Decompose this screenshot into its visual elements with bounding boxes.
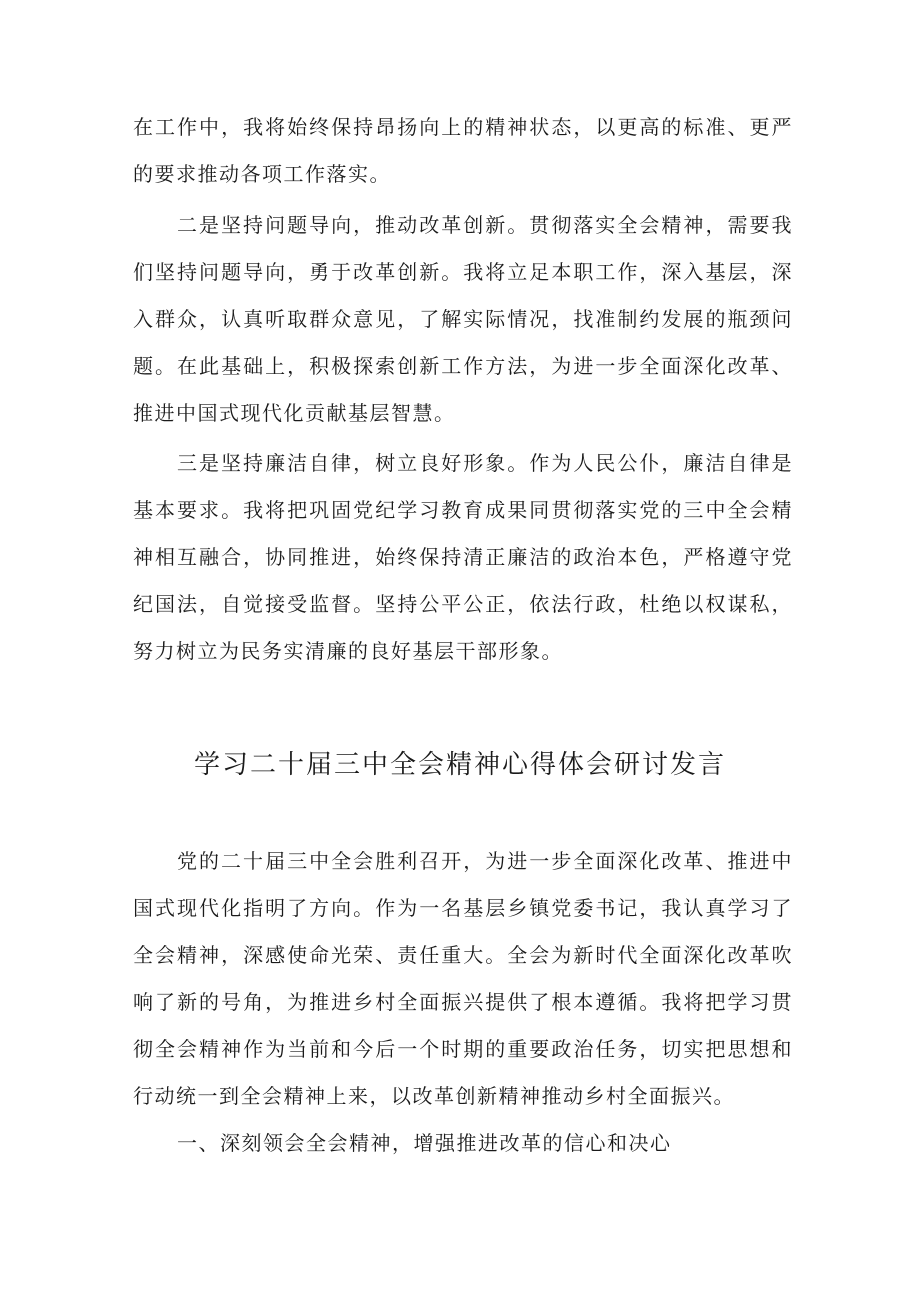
paragraph-intro: 党的二十届三中全会胜利召开，为进一步全面深化改革、推进中国式现代化指明了方向。作为一名基层乡镇党委书记，我认真学习了全会精神，深感使命光荣、责任重大。全会为新时代全面深化改革吹响了新的号角，为推进乡村全面振兴提供了根本遵循。我将把学习贯彻全会精神作为当前和今后一个时期的重要政治任务，切实把思想和行动统一到全会精神上来，以改革创新精神推动乡村全面振兴。	[133, 849, 793, 1108]
paragraph-continuation: 在工作中，我将始终保持昂扬向上的精神状态，以更高的标准、更严的要求推动各项工作落实。	[133, 115, 793, 186]
paragraph-problem-orientation: 二是坚持问题导向，推动改革创新。贯彻落实全会精神，需要我们坚持问题导向，勇于改革创新。我将立足本职工作，深入基层，深入群众，认真听取群众意见，了解实际情况，找准制约发展的瓶颈问题。在此基础上，积极探索创新工作方法，为进一步全面深化改革、推进中国式现代化贡献基层智慧。	[133, 213, 793, 425]
paragraph-integrity: 三是坚持廉洁自律，树立良好形象。作为人民公仆，廉洁自律是基本要求。我将把巩固党纪学习教育成果同贯彻落实党的三中全会精神相互融合，协同推进，始终保持清正廉洁的政治本色，严格遵守党纪国法，自觉接受监督。坚持公平公正，依法行政，杜绝以权谋私，努力树立为民务实清廉的良好基层干部形象。	[133, 451, 793, 663]
article-title: 学习二十届三中全会精神心得体会研讨发言	[193, 750, 726, 780]
section-heading: 一、深刻领会全会精神，增强推进改革的信心和决心	[177, 1131, 672, 1155]
